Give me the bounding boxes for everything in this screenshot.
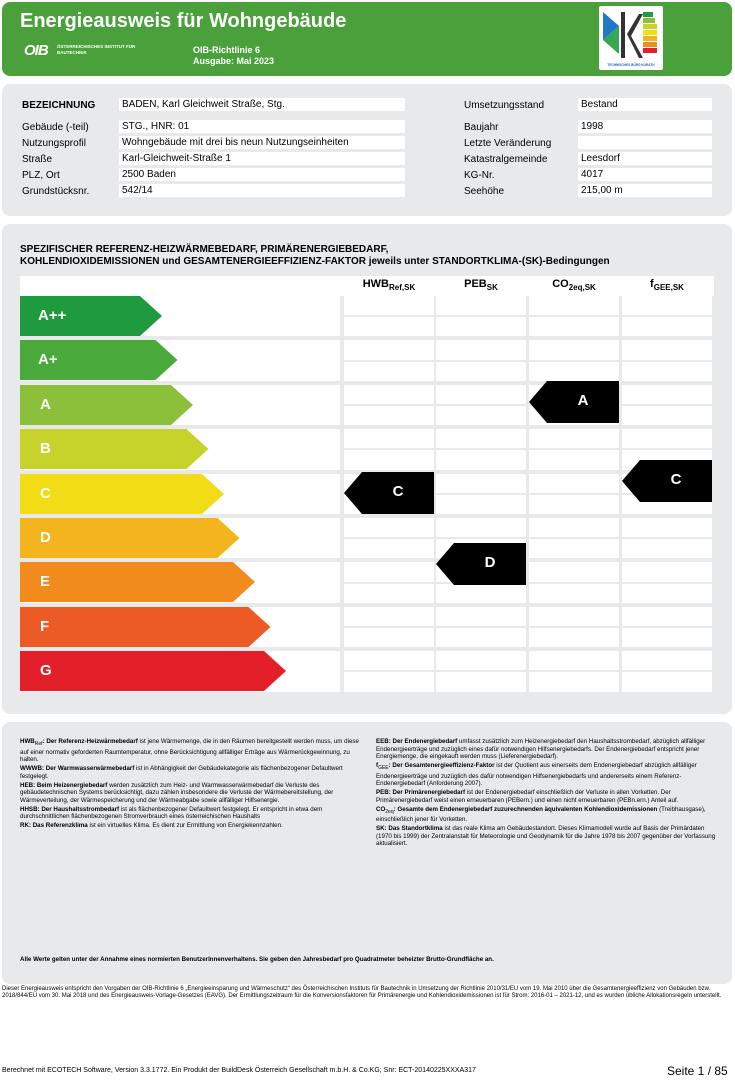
grid-separator [529,315,619,317]
energy-class-label: D [40,529,51,546]
grid-separator [344,315,434,317]
bezeichnung-label: BEZEICHNUNG [22,100,96,111]
grid-separator [622,626,712,628]
energy-class-bar-e [20,562,255,602]
grid-separator [436,626,526,628]
grid-separator [344,537,434,539]
gebaeude-value: STG., HNR: 01 [119,120,405,133]
grid-separator [529,493,619,495]
grid-separator [436,493,526,495]
grid-separator [622,670,712,672]
umsetzung-label: Umsetzungsstand [464,100,545,111]
legend-entry: RK: Das Referenzklima ist ein virtuelles Klima. Es dient zur Ermittlung von Energiekennzahlen. [20,822,283,830]
legend-entry: $f_{GEE}$: Der Gesamtenergieeffizienz-Faktor ist der Quotient aus einerseits dem Endenergiebedarf abzüglich allfälliger Endenergieerträge und zuzüglich des dafür notwendigen Hilfsenergiebedarfs und andererseits einem Referenz-Endenergiebedarf (Anforderung 2007). [376,762,697,788]
legend-entry: SK: Das Standortklima ist das reale Klima am Gebäudestandort. Dieses Klimamodell wurde auf Basis der Primärdaten (1970 bis 1999) der Zentralanstalt für Meteorologie und Geodynamik für die Jahre 1978 bis 2007 gegenüber der Vorfassung aktualisiert. [376,825,716,848]
katastral-label: Katastralgemeinde [464,154,548,165]
chart-title-line2: KOHLENDIOXIDEMISSIONEN und GESAMTENERGIEEFFIZIENZ-FAKTOR jeweils unter STANDORTKLIMA-(SK)-Bedingungen [20,256,610,267]
richtlinie-label: OIB-Richtlinie 6 [193,45,261,55]
grid-separator [622,315,712,317]
legend-note: Alle Werte gelten unter der Annahme eines normierten BenutzerInnenverhaltens. Sie geben den Jahresbedarf pro Quadratmeter beheizter Brutto-Grundfläche an. [20,956,494,963]
bezeichnung-value: BADEN, Karl Gleichweit Straße, Stg. [119,98,405,111]
energy-class-bar-f [20,607,271,647]
logo-caption: TECHNISCHES BÜRO KURATH [607,63,655,67]
grid-separator [344,626,434,628]
strasse-value: Karl-Gleichweit-Straße 1 [119,152,405,165]
energy-class-label: G [40,662,52,680]
grid-separator [529,670,619,672]
column-header: $PEB_{SK}$ [464,278,498,293]
chart-title-line1: SPEZIFISCHER REFERENZ-HEIZWÄRMEBEDARF, PRIMÄRENERGIEBEDARF, [20,244,389,255]
baujahr-value: 1998 [578,120,712,133]
column-header: $HWB_{Ref,SK}$ [362,278,416,293]
grid-separator [529,448,619,450]
grid-separator [436,360,526,362]
grid-separator [436,670,526,672]
legend-left [20,738,360,831]
seehoehe-value: 215,00 m [578,184,712,197]
energy-class-label: A [40,395,51,413]
grid-separator [344,670,434,672]
grid-separator [622,537,712,539]
nutzungsprofil-label: Nutzungsprofil [22,138,86,149]
veraenderung-label: Letzte Veränderung [464,138,552,149]
grid-separator [344,404,434,406]
legend-entry: $CO_{2eq}$: Gesamte dem Endenergiebedarf zuzurechnenden äquivalenten Kohlendioxidemissionen (Treibhausgase), einschließlich jener für Vorketten. [376,805,706,824]
gebaeude-label: Gebäude (-teil) [22,122,89,133]
strasse-label: Straße [22,154,53,165]
grid-separator [436,315,526,317]
richtlinie-info [193,45,274,67]
oib-logo-text: ÖSTERREICHISCHES INSTITUT FÜR BAUTECHNIK [57,44,136,55]
grundstueck-value: 542/14 [119,184,405,197]
plz-value: 2500 Baden [119,168,405,181]
energy-class-label: E [40,573,51,591]
energy-logo-icon [599,6,663,70]
baujahr-label: Baujahr [464,122,499,133]
seehoehe-label: Seehöhe [464,186,505,197]
energy-class-label: A++ [38,307,67,324]
legend-entry: EEB: Der Endenergiebedarf umfasst zusätzlich zum Heizenergiebedarf den Haushaltsstrombedarf, abzüglich allfälliger Endenergieerträge und zuzüglich eines dafür notwendigen Hilfsenergiebedarfs. Der Endenergiebedarf entspricht jener Energiemenge, die eingekauft werden muss (Lieferenergiebedarf). [376,738,706,760]
katastral-value: Leesdorf [578,152,712,165]
legend-entry: HEB: Beim Heizenergiebedarf werden zusätzlich zum Heiz- und Warmwasserwärmebedarf die Verluste des gebäudetechnischen Systems berücksichtigt, dazu zählen insbesondere die Verluste der Wärmebereitstellung, der Wärmeverteilung, der Wärmespeicherung und der Wärmeabgabe sowie allfälliger Hilfsenergie. [20,781,334,804]
column-header: $CO_{2eq,SK}$ [552,278,596,293]
rating-marker-label: D [484,553,496,571]
grid-separator [622,582,712,584]
legend-entry: WWWB: Der Warmwasserwärmebedarf ist in Abhängigkeit der Gebäudekategorie als flächenbezogener Defaultwert festgelegt. [20,765,343,780]
grid-separator [529,360,619,362]
energy-class-label: A+ [38,351,58,369]
energy-class-bar-g [20,651,286,691]
umsetzung-value: Bestand [578,98,712,111]
legend-right [376,738,716,849]
rating-marker-label: A [577,391,589,409]
company-logo [599,6,663,70]
rating-marker-label: C [670,470,682,488]
energy-class-label: F [40,617,50,635]
legend-entry: HHSB: Der Haushaltsstrombedarf ist als flächenbezogener Defaultwert festgelegt. Er entspricht in etwa dem durchschnittlichen flächenbezogenen Stromverbrauch eines österreichischen Haushalts [20,805,323,821]
veraenderung-value [578,136,712,149]
grid-separator [622,448,712,450]
legend-entry: PEB: Der Primärenergiebedarf ist der Endenergiebedarf einschließlich der Verluste in allen Vorketten. Der Primärenergiebedarf weist einen erneuerbaren (PEBern.) und einen nicht erneuerbaren (PEBn.ern.) Anteil auf. [376,789,679,804]
chart-title [20,244,610,268]
kg-value: 4017 [578,168,712,181]
nutzungsprofil-value: Wohngebäude mit drei bis neun Nutzungseinheiten [119,136,405,149]
software-info: Berechnet mit ECOTECH Software, Version 3.3.1772. Ein Produkt der BuildDesk Österreich Gesellschaft m.b.H. & Co.KG; Snr: ECT-20140225XXXA317 [2,1067,476,1074]
ausgabe-label: Ausgabe: Mai 2023 [193,56,275,66]
energy-class-label: C [40,484,51,502]
grid-separator [436,537,526,539]
grid-separator [529,582,619,584]
energy-class-bar-d [20,518,240,558]
grid-separator [622,404,712,406]
grid-separator [622,360,712,362]
page-title: Energieausweis für Wohngebäude [20,10,347,32]
rating-marker-label: C [392,482,404,500]
kg-label: KG-Nr. [464,170,495,181]
energy-class-label: B [40,440,51,458]
legend-entry: $HWB_{Ref}$: Der Referenz-Heizwärmebedarf ist jene Wärmemenge, die in den Räumen bereitgestellt werden muss, um diese auf einer normativ geforderten Raumtemperatur, ohne Berücksichtigung allfälliger Erträge aus Wärmerückgewinnung, zu halten. [20,738,359,764]
grid-separator [344,448,434,450]
grid-separator [436,448,526,450]
column-header: $f_{GEE,SK}$ [650,278,684,293]
footer-disclaimer: Dieser Energieausweis entspricht den Vorgaben der OIB-Richtlinie 6 „Energieeinsparung und Wärmeschutz“ des Österreichischen Instituts für Bautechnik in Umsetzung der Richtlinie 2010/31/EU vom 19. Mai 2010 über die Gesamtenergieeffizienz von Gebäuden bzw. 2018/844/EU vom 30. Mai 2018 und des Energieausweis-Vorlage-Gesetzes (EAVG). Der Ermittlungszeitraum für die Konversionsfaktoren für Primärenergie und Kohlendioxidemissionen ist für Strom: 2016-01 – 2021-12, und es wurden übliche Allokationsregeln unterstellt. [2,986,722,1000]
page-number: Seite 1 / 85 [667,1064,728,1078]
chart-area [20,276,714,694]
grid-separator [436,404,526,406]
grid-separator [529,626,619,628]
oib-logo-mark: OIB [24,42,48,59]
grid-separator [529,537,619,539]
grid-separator [344,582,434,584]
plz-label: PLZ, Ort [22,170,60,181]
grundstueck-label: Grundstücksnr. [22,186,90,197]
grid-separator [344,360,434,362]
